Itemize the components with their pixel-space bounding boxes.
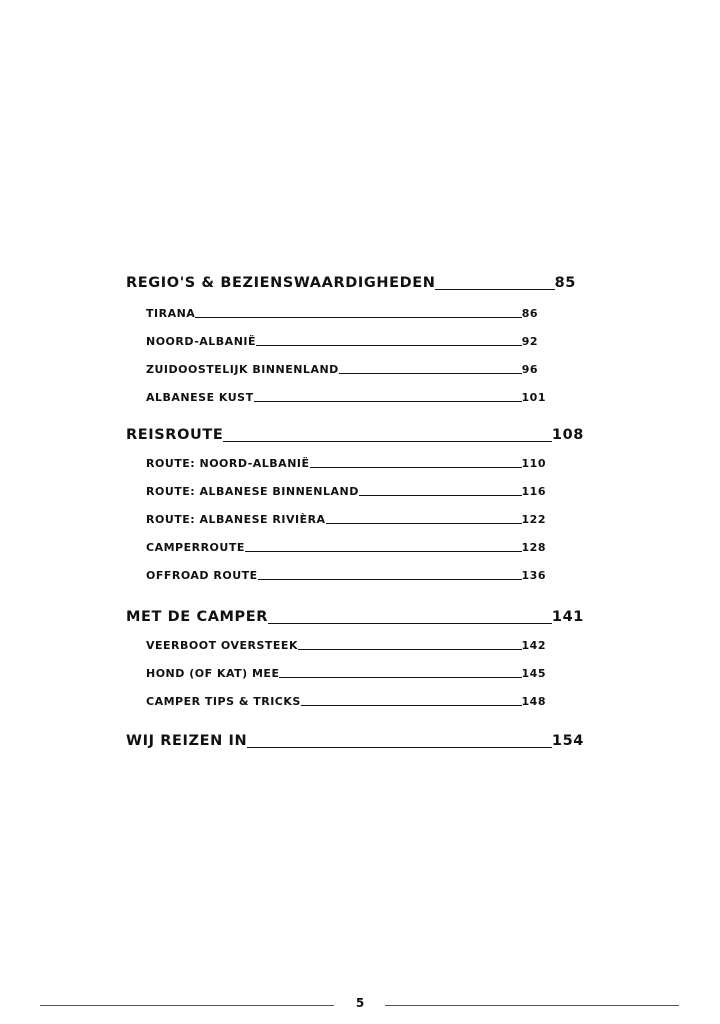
toc-leader-line [256,345,522,346]
toc-item-page: 148 [521,695,546,708]
toc-item-page: 136 [521,569,546,582]
toc-section-page: 154 [551,733,584,749]
toc-item-veerboot-oversteek[interactable] [146,640,546,651]
toc-section-reisroute[interactable] [126,428,584,443]
toc-section-page: 108 [551,427,584,443]
toc-item-offroad-route[interactable] [146,570,546,581]
page-number: 5 [355,996,365,1010]
toc-item-page: 92 [521,335,538,348]
toc-leader-line [435,289,554,290]
toc-item-route-albanese-riviera[interactable] [146,514,546,525]
toc-item-title: ALBANESE KUST [146,391,254,404]
toc-leader-line [247,747,552,748]
toc-item-title: HOND (OF KAT) MEE [146,667,280,680]
toc-leader-line [223,441,552,442]
toc-item-hond-of-kat-mee[interactable] [146,668,546,679]
toc-section-title: WIJ REIZEN IN [126,733,248,749]
footer-rule-right [385,1005,679,1006]
toc-item-page: 96 [521,363,538,376]
toc-section-title: MET DE CAMPER [126,609,269,625]
toc-section-page: 85 [554,275,576,291]
toc-item-page: 101 [521,391,546,404]
toc-item-title: VEERBOOT OVERSTEEK [146,639,298,652]
toc-item-title: ROUTE: ALBANESE RIVIÈRA [146,513,326,526]
toc-item-page: 86 [521,307,538,320]
toc-item-title: ROUTE: ALBANESE BINNENLAND [146,485,359,498]
footer-rule-left [40,1005,334,1006]
toc-leader-line [339,373,522,374]
toc-leader-line [195,317,521,318]
toc-item-page: 142 [521,639,546,652]
toc-leader-line [298,649,522,650]
toc-leader-line [310,467,522,468]
toc-item-title: NOORD-ALBANIË [146,335,257,348]
toc-item-title: TIRANA [146,307,196,320]
toc-section-regios[interactable] [126,276,576,291]
toc-leader-line [279,677,521,678]
toc-leader-line [268,623,552,624]
toc-leader-line [245,551,522,552]
toc-section-page: 141 [551,609,584,625]
toc-leader-line [254,401,522,402]
toc-item-page: 145 [521,667,546,680]
toc-item-page: 128 [521,541,546,554]
toc-item-tirana[interactable] [146,308,538,319]
toc-leader-line [301,705,522,706]
toc-section-title: REISROUTE [126,427,224,443]
toc-item-title: OFFROAD ROUTE [146,569,258,582]
toc-section-met-de-camper[interactable] [126,610,584,625]
toc-section-wij-reizen-in[interactable] [126,734,584,749]
toc-item-title: ZUIDOOSTELIJK BINNENLAND [146,363,339,376]
toc-item-route-noord-albanie[interactable] [146,458,546,469]
toc-item-page: 110 [521,457,546,470]
toc-item-camper-tips-tricks[interactable] [146,696,546,707]
toc-section-title: REGIO'S & BEZIENSWAARDIGHEDEN [126,275,436,291]
toc-leader-line [326,523,522,524]
toc-item-title: ROUTE: NOORD-ALBANIË [146,457,310,470]
toc-item-noord-albanie[interactable] [146,336,538,347]
toc-item-route-albanese-binnenland[interactable] [146,486,546,497]
toc-item-albanese-kust[interactable] [146,392,546,403]
toc-leader-line [359,495,522,496]
toc-item-title: CAMPER TIPS & TRICKS [146,695,301,708]
toc-item-camperroute[interactable] [146,542,546,553]
toc-item-page: 122 [521,513,546,526]
toc-item-page: 116 [521,485,546,498]
toc-item-zuidoostelijk-binnenland[interactable] [146,364,538,375]
page-footer [0,994,720,1014]
toc-leader-line [258,579,522,580]
toc-item-title: CAMPERROUTE [146,541,245,554]
